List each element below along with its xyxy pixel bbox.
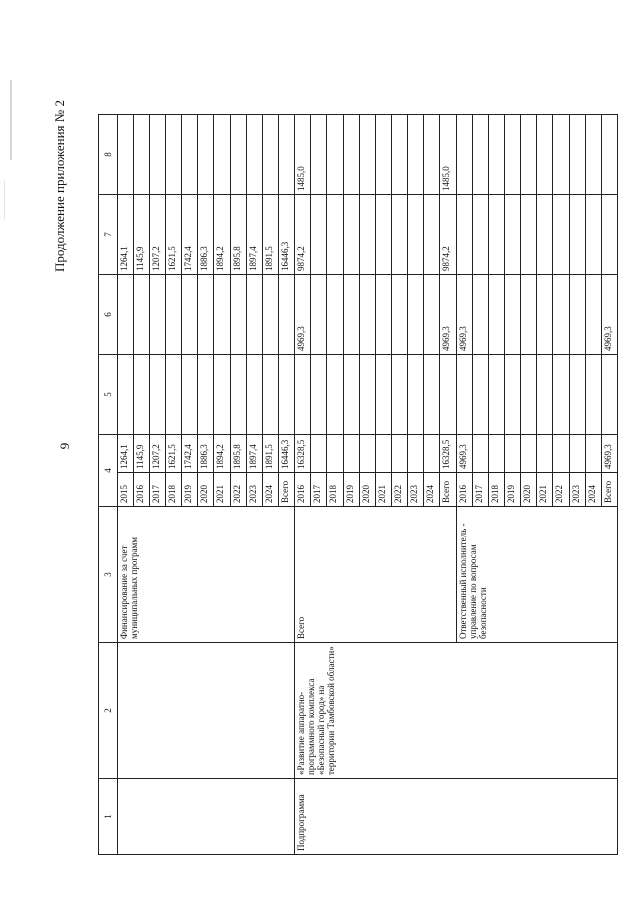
value-cell: 1891,5 — [262, 435, 278, 473]
value-cell — [488, 355, 504, 435]
value-cell: 4969,3 — [456, 275, 472, 355]
value-cell — [585, 435, 601, 473]
year-cell: 2016 — [295, 473, 311, 507]
value-cell — [214, 115, 230, 195]
value-cell: 1894,2 — [214, 435, 230, 473]
column-header: 4 — [99, 435, 118, 507]
value-cell — [569, 275, 585, 355]
value-cell — [521, 115, 537, 195]
value-cell: 1891,5 — [262, 195, 278, 275]
value-cell — [504, 195, 520, 275]
value-cell — [569, 195, 585, 275]
value-cell: 1621,5 — [166, 435, 182, 473]
value-cell — [262, 355, 278, 435]
page-number: 9 — [57, 442, 72, 450]
total-label: Всего — [295, 507, 456, 643]
value-cell: 1897,4 — [246, 195, 262, 275]
year-cell: 2024 — [262, 473, 278, 507]
year-cell: 2018 — [166, 473, 182, 507]
value-cell — [214, 275, 230, 355]
value-cell — [553, 275, 569, 355]
value-cell — [537, 275, 553, 355]
value-cell — [246, 275, 262, 355]
value-cell: 1485,0 — [440, 115, 456, 195]
value-cell: 1264,1 — [117, 435, 133, 473]
value-cell: 4969,3 — [440, 275, 456, 355]
year-cell: 2018 — [488, 473, 504, 507]
year-cell: 2022 — [392, 473, 408, 507]
value-cell — [440, 355, 456, 435]
value-cell — [327, 195, 343, 275]
value-cell: 16446,3 — [279, 435, 295, 473]
value-cell — [214, 355, 230, 435]
value-cell — [504, 275, 520, 355]
value-cell — [521, 275, 537, 355]
year-cell: 2023 — [408, 473, 424, 507]
year-cell: 2015 — [117, 473, 133, 507]
year-cell: 2016 — [456, 473, 472, 507]
value-cell — [537, 355, 553, 435]
value-cell — [343, 275, 359, 355]
value-cell — [311, 195, 327, 275]
value-cell: 9874,2 — [295, 195, 311, 275]
value-cell: 16446,3 — [279, 195, 295, 275]
column-header: 1 — [99, 779, 118, 855]
header-row — [99, 37, 118, 855]
value-cell — [392, 435, 408, 473]
value-cell — [198, 115, 214, 195]
value-cell: 9874,2 — [440, 195, 456, 275]
value-cell — [488, 435, 504, 473]
value-cell — [569, 115, 585, 195]
value-cell — [230, 355, 246, 435]
year-cell: 2020 — [198, 473, 214, 507]
value-cell — [311, 115, 327, 195]
value-cell: 4969,3 — [295, 275, 311, 355]
value-cell — [375, 115, 391, 195]
value-cell — [472, 195, 488, 275]
value-cell — [521, 355, 537, 435]
value-cell — [311, 355, 327, 435]
value-cell: 1894,2 — [214, 195, 230, 275]
value-cell — [488, 115, 504, 195]
value-cell: 1207,2 — [149, 435, 165, 473]
value-cell — [149, 115, 165, 195]
value-cell: 1264,1 — [117, 195, 133, 275]
value-cell — [569, 435, 585, 473]
value-cell — [456, 195, 472, 275]
value-cell: 1886,3 — [198, 435, 214, 473]
value-cell — [327, 355, 343, 435]
value-cell — [408, 355, 424, 435]
value-cell — [392, 195, 408, 275]
value-cell: 1886,3 — [198, 195, 214, 275]
value-cell: 1145,9 — [133, 435, 149, 473]
value-cell — [537, 435, 553, 473]
value-cell — [585, 275, 601, 355]
year-cell: 2016 — [133, 473, 149, 507]
value-cell — [553, 355, 569, 435]
year-cell: 2017 — [311, 473, 327, 507]
value-cell — [166, 355, 182, 435]
scan-artifact — [4, 180, 5, 220]
value-cell — [601, 115, 617, 195]
table-row — [295, 37, 311, 855]
value-cell — [279, 275, 295, 355]
value-cell — [424, 195, 440, 275]
data-table-sheet — [98, 37, 618, 855]
value-cell — [198, 355, 214, 435]
value-cell — [343, 435, 359, 473]
value-cell — [601, 355, 617, 435]
value-cell — [375, 435, 391, 473]
value-cell — [246, 355, 262, 435]
value-cell — [262, 275, 278, 355]
scan-artifact — [10, 80, 12, 160]
value-cell — [553, 195, 569, 275]
year-cell: 2017 — [149, 473, 165, 507]
column-header: 5 — [99, 355, 118, 435]
value-cell — [327, 435, 343, 473]
value-cell — [149, 355, 165, 435]
value-cell: 1895,8 — [230, 435, 246, 473]
value-cell — [133, 115, 149, 195]
value-cell — [521, 435, 537, 473]
value-cell — [359, 195, 375, 275]
value-cell: 1621,5 — [166, 195, 182, 275]
value-cell — [408, 435, 424, 473]
value-cell — [166, 275, 182, 355]
value-cell — [537, 195, 553, 275]
value-cell — [424, 115, 440, 195]
value-cell — [343, 355, 359, 435]
value-cell: 1207,2 — [149, 195, 165, 275]
type-cell — [117, 779, 295, 855]
value-cell — [327, 275, 343, 355]
year-cell: 2022 — [553, 473, 569, 507]
value-cell — [230, 275, 246, 355]
value-cell — [521, 195, 537, 275]
year-cell: 2023 — [246, 473, 262, 507]
value-cell — [504, 355, 520, 435]
value-cell — [359, 435, 375, 473]
value-cell — [343, 115, 359, 195]
value-cell: 16328,5 — [440, 435, 456, 473]
column-header: 2 — [99, 643, 118, 779]
year-cell: 2021 — [375, 473, 391, 507]
value-cell — [585, 355, 601, 435]
table-row — [117, 37, 133, 855]
value-cell — [472, 435, 488, 473]
year-cell: 2021 — [537, 473, 553, 507]
value-cell — [456, 355, 472, 435]
value-cell — [359, 275, 375, 355]
value-cell — [149, 275, 165, 355]
value-cell — [601, 195, 617, 275]
value-cell — [133, 355, 149, 435]
value-cell — [553, 115, 569, 195]
value-cell — [408, 195, 424, 275]
value-cell — [295, 355, 311, 435]
value-cell: 1742,4 — [182, 195, 198, 275]
year-cell: 2023 — [569, 473, 585, 507]
value-cell — [359, 355, 375, 435]
year-cell: 2018 — [327, 473, 343, 507]
value-cell — [262, 115, 278, 195]
column-header: 3 — [99, 507, 118, 643]
value-cell — [504, 115, 520, 195]
value-cell — [408, 115, 424, 195]
appendix-caption: Продолжение приложения № 2 — [52, 100, 67, 272]
value-cell — [392, 115, 408, 195]
financing-label: Финансирование за счет муниципальных программ — [117, 507, 295, 643]
value-cell: 4969,3 — [601, 275, 617, 355]
value-cell — [472, 275, 488, 355]
data-table — [98, 36, 618, 855]
value-cell — [182, 355, 198, 435]
value-cell: 1897,4 — [246, 435, 262, 473]
value-cell — [117, 115, 133, 195]
value-cell — [182, 115, 198, 195]
value-cell — [343, 195, 359, 275]
value-cell — [585, 195, 601, 275]
value-cell — [408, 275, 424, 355]
year-cell: 2024 — [424, 473, 440, 507]
year-cell: 2019 — [182, 473, 198, 507]
value-cell — [375, 275, 391, 355]
column-header: 6 — [99, 275, 118, 355]
value-cell: 16328,5 — [295, 435, 311, 473]
value-cell — [182, 275, 198, 355]
value-cell — [424, 275, 440, 355]
year-cell: 2020 — [359, 473, 375, 507]
value-cell — [504, 435, 520, 473]
subprogram-name: «Развитие аппаратно-программного комплекса «Безопасный город» на территории Тамбовской области» — [295, 643, 618, 779]
year-cell: 2017 — [472, 473, 488, 507]
value-cell — [311, 275, 327, 355]
year-cell: 2022 — [230, 473, 246, 507]
value-cell — [230, 115, 246, 195]
value-cell — [246, 115, 262, 195]
value-cell — [279, 355, 295, 435]
year-cell: 2020 — [521, 473, 537, 507]
value-cell: 1485,0 — [295, 115, 311, 195]
responsible-label: Ответственный исполнитель - управление по вопросам безопасности — [456, 507, 617, 643]
value-cell — [537, 115, 553, 195]
value-cell — [472, 115, 488, 195]
year-cell: Всего — [440, 473, 456, 507]
column-header: 7 — [99, 195, 118, 275]
value-cell — [392, 275, 408, 355]
column-header: 8 — [99, 115, 118, 195]
subprogram-type: Подпрограмма — [295, 779, 618, 855]
name-cell — [117, 643, 295, 779]
value-cell — [488, 195, 504, 275]
value-cell — [392, 355, 408, 435]
value-cell — [311, 435, 327, 473]
year-cell: 2021 — [214, 473, 230, 507]
value-cell: 1742,4 — [182, 435, 198, 473]
value-cell — [327, 115, 343, 195]
value-cell — [424, 435, 440, 473]
year-cell: 2019 — [504, 473, 520, 507]
value-cell — [585, 115, 601, 195]
value-cell — [166, 115, 182, 195]
value-cell — [279, 115, 295, 195]
value-cell: 4969,3 — [456, 435, 472, 473]
value-cell — [472, 355, 488, 435]
value-cell — [198, 275, 214, 355]
value-cell: 1145,9 — [133, 195, 149, 275]
value-cell — [569, 355, 585, 435]
value-cell — [553, 435, 569, 473]
value-cell — [375, 195, 391, 275]
value-cell: 1895,8 — [230, 195, 246, 275]
value-cell: 4969,3 — [601, 435, 617, 473]
value-cell — [456, 115, 472, 195]
value-cell — [488, 275, 504, 355]
year-cell: 2024 — [585, 473, 601, 507]
value-cell — [133, 275, 149, 355]
value-cell — [359, 115, 375, 195]
value-cell — [375, 355, 391, 435]
year-cell: Всего — [279, 473, 295, 507]
value-cell — [117, 355, 133, 435]
value-cell — [424, 355, 440, 435]
year-cell: Всего — [601, 473, 617, 507]
year-cell: 2019 — [343, 473, 359, 507]
value-cell — [117, 275, 133, 355]
